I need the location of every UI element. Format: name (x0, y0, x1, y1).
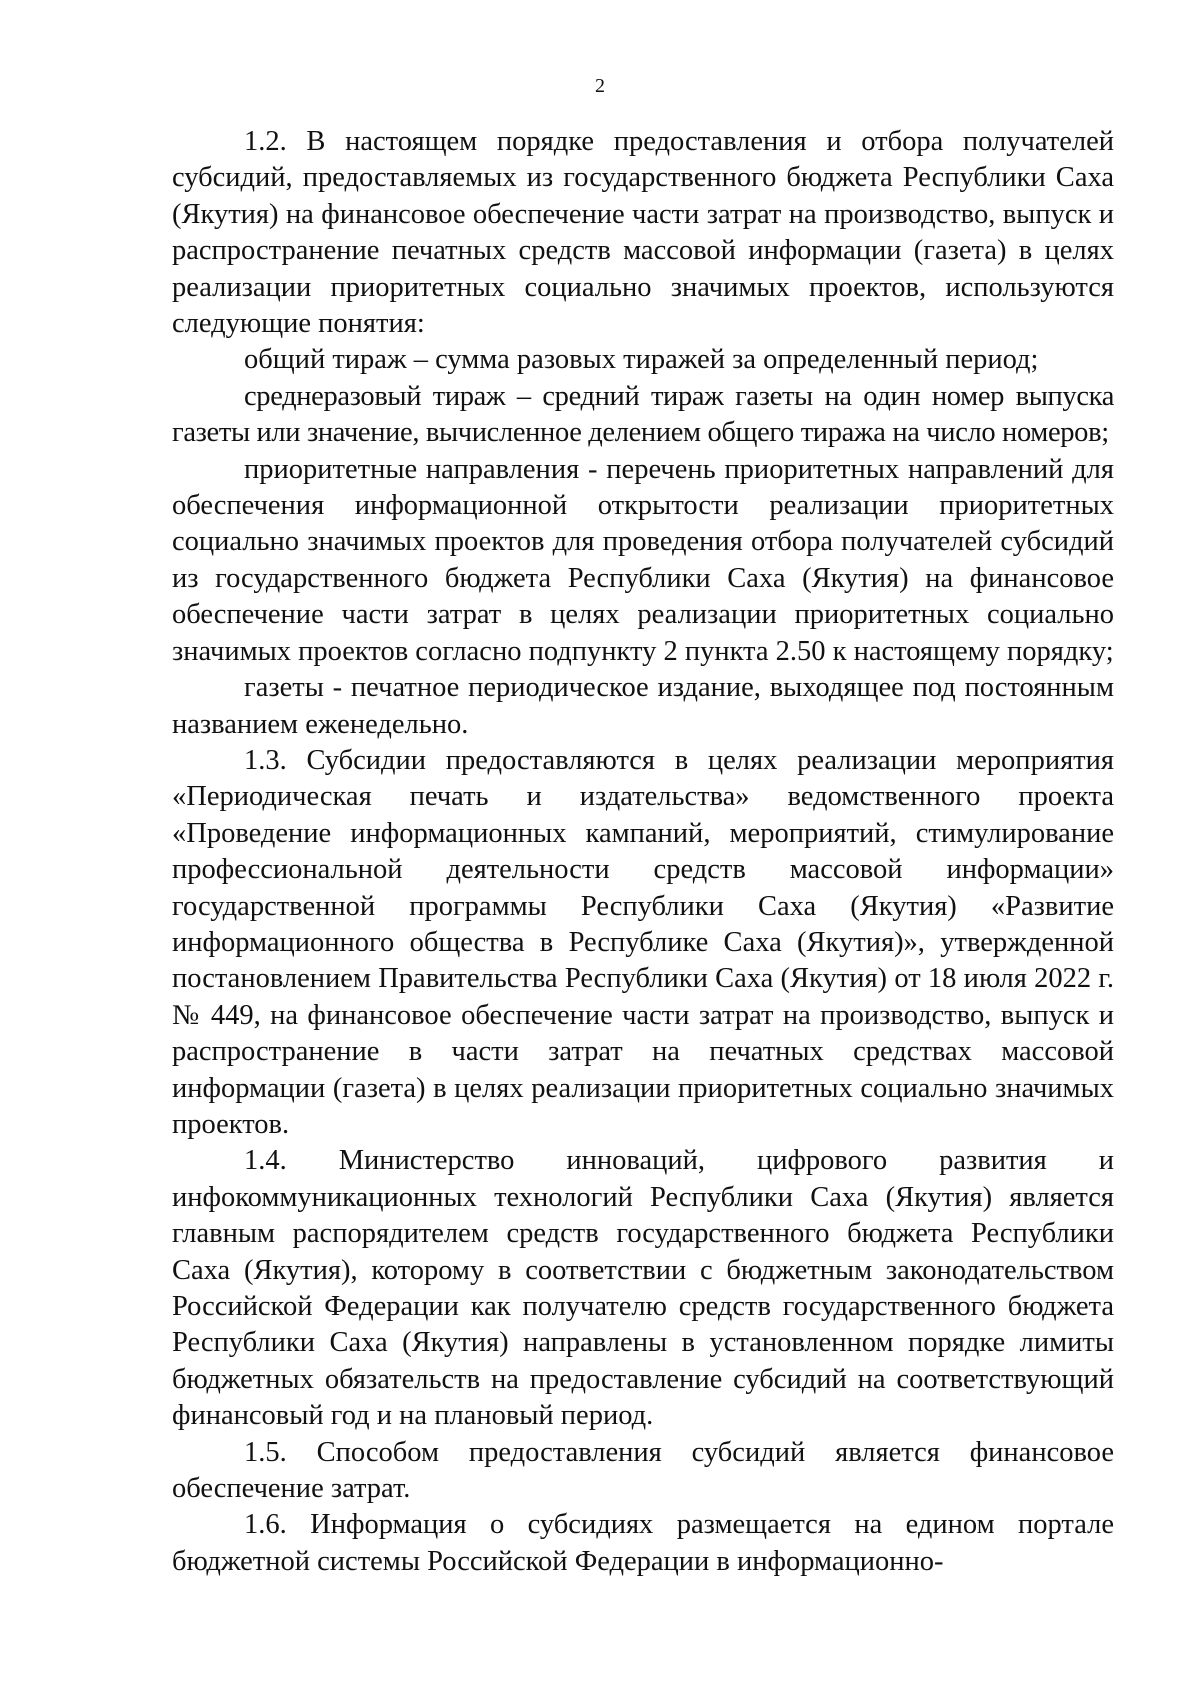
paragraph-1-5: 1.5. Способом предоставления субсидий является финансовое обеспечение затрат. (172, 1436, 1114, 1505)
document-body (172, 124, 1114, 1580)
paragraph-1-3: 1.3. Субсидии предоставляются в целях реализации мероприятия «Периодическая печать и издательства» ведомственного проекта «Проведение информационных кампаний, мероприятий, стимулирование профессиональной деятельности средств массовой информации» государственной программы Республики Саха (Якутия) «Развитие информационного общества в Республике Саха (Якутия)», утвержденной постановлением Правительства Республики Саха (Якутия) от 18 июля 2022 г. № 449, на финансовое обеспечение части затрат на производство, выпуск и распространение в части затрат на печатных средствах массовой информации (газета) в целях реализации приоритетных социально значимых проектов. (172, 744, 1114, 1140)
definition-average-circulation: среднеразовый тираж – средний тираж газеты на один номер выпуска газеты или значение, вычисленное делением общего тиража на число номеров; (172, 380, 1114, 449)
definition-priority-directions: приоритетные направления - перечень приоритетных направлений для обеспечения информационной открытости реализации приоритетных социально значимых проектов для проведения отбора получателей субсидий из государственного бюджета Республики Саха (Якутия) на финансовое обеспечение части затрат в целях реализации приоритетных социально значимых проектов согласно подпункту 2 пункта 2.50 к настоящему порядку; (172, 453, 1114, 667)
paragraph-1-4: 1.4. Министерство инноваций, цифрового развития и инфокоммуникационных технологий Республики Саха (Якутия) является главным распорядителем средств государственного бюджета Республики Саха (Якутия), которому в соответствии с бюджетным законодательством Российской Федерации как получателю средств государственного бюджета Республики Саха (Якутия) направлены в установленном порядке лимиты бюджетных обязательств на предоставление субсидий на соответствующий финансовый год и на плановый период. (172, 1145, 1114, 1432)
page-number: 2 (595, 75, 605, 97)
paragraph-1-2: 1.2. В настоящем порядке предоставления и отбора получателей субсидий, предоставляемых из государственного бюджета Республики Саха (Якутия) на финансовое обеспечение части затрат на производство, выпуск и распространение печатных средств массовой информации (газета) в целях реализации приоритетных социально значимых проектов, используются следующие понятия: (172, 126, 1114, 340)
definition-newspapers: газеты - печатное периодическое издание, выходящее под постоянным названием еженедельно. (172, 672, 1114, 740)
paragraph-1-6: 1.6. Информация о субсидиях размещается на едином портале бюджетной системы Российской Федерации в информационно- (172, 1509, 1114, 1577)
definition-total-circulation: общий тираж – сумма разовых тиражей за определенный период; (244, 344, 1039, 376)
